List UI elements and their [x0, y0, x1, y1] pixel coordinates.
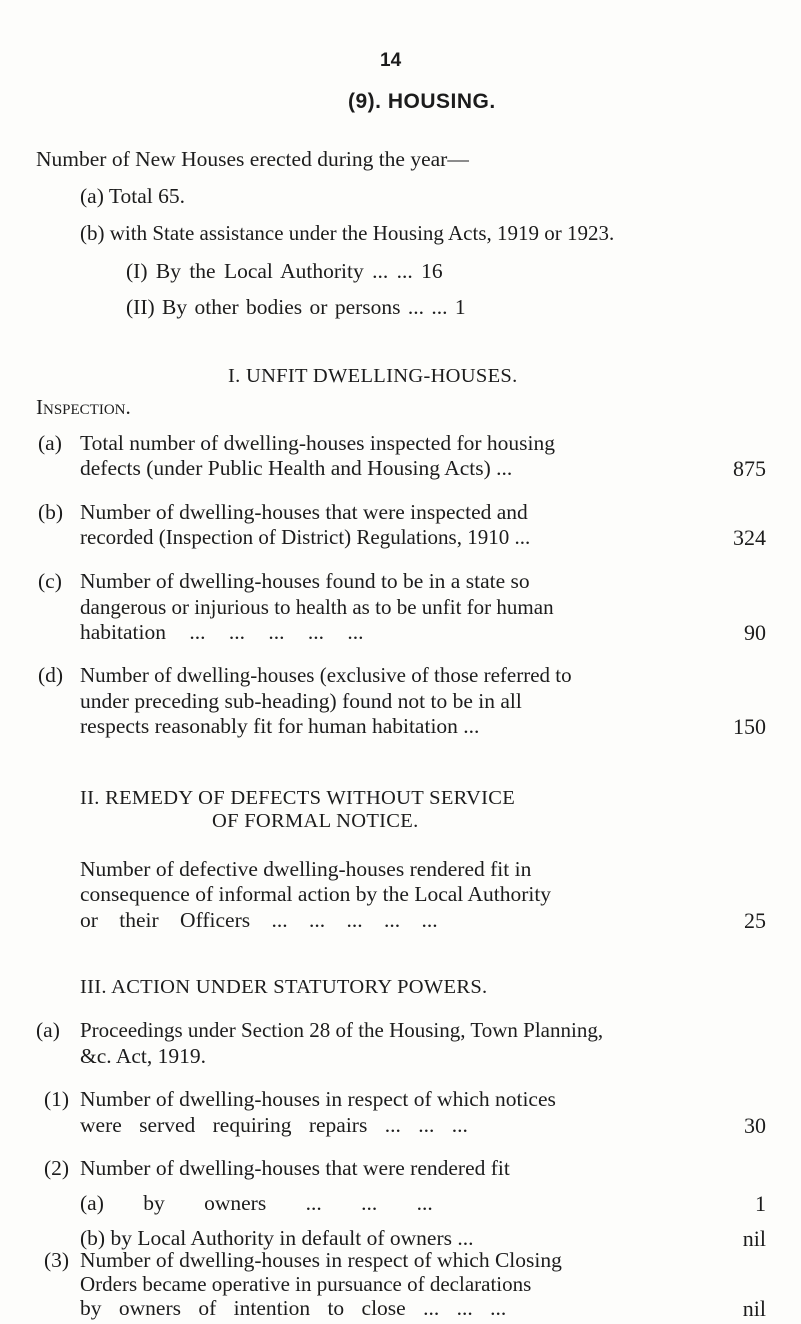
item-a-line1: Total number of dwelling-houses inspected for housing [80, 431, 555, 455]
item-c-line1: Number of dwelling-houses found to be in a state so [80, 569, 530, 593]
section3-item1-line1: Number of dwelling-houses in respect of which notices [80, 1087, 556, 1111]
section3-item1-value: 30 [744, 1113, 766, 1138]
new-houses-intro: Number of New Houses erected during the year— [36, 147, 469, 171]
section3-item2-line1: Number of dwelling-houses that were rendered fit [80, 1156, 510, 1180]
section3-item1-marker: (1) [44, 1087, 70, 1111]
item-b-line1: Number of dwelling-houses that were inspected and [80, 500, 528, 524]
item-b-marker: (b) [38, 500, 64, 524]
item-d-line2: under preceding sub-heading) found not to be in all [80, 689, 522, 713]
section2-title-line1: II. REMEDY OF DEFECTS WITHOUT SERVICE [80, 787, 516, 809]
page-heading: (9). HOUSING. [348, 90, 496, 113]
section1-subtitle: Inspection. [36, 395, 131, 419]
section3-item2-sub-a-value: 1 [755, 1191, 766, 1216]
section3-item3-marker: (3) [44, 1248, 70, 1272]
section3-item3-value: nil [742, 1296, 766, 1321]
section3-item2-sub-a: (a) by owners ... ... ... [80, 1191, 433, 1215]
item-a-marker: (a) [38, 431, 62, 455]
section2-line2: consequence of informal action by the Local Authority [80, 882, 552, 906]
new-houses-other-bodies: (II) By other bodies or persons ... ... 1 [126, 295, 466, 319]
item-c-line2: dangerous or injurious to health as to be unfit for human [80, 595, 554, 619]
section2-value: 25 [744, 908, 766, 933]
item-a-line2: defects (under Public Health and Housing Acts) ... [80, 456, 513, 480]
item-d-marker: (d) [38, 663, 64, 687]
section3-item2-sub-b-value: nil [742, 1226, 766, 1251]
item-c-value: 90 [744, 620, 766, 645]
section1-title: I. UNFIT DWELLING-HOUSES. [228, 365, 518, 387]
item-d-line1: Number of dwelling-houses (exclusive of those referred to [80, 663, 572, 687]
new-houses-state-assistance: (b) with State assistance under the Housing Acts, 1919 or 1923. [80, 221, 615, 245]
item-d-value: 150 [733, 714, 766, 739]
new-houses-total: (a) Total 65. [80, 184, 185, 208]
new-houses-local-authority: (I) By the Local Authority ... ... 16 [126, 259, 443, 283]
section2-title-line2: OF FORMAL NOTICE. [212, 810, 419, 832]
item-b-value: 324 [733, 525, 766, 550]
item-c-line3: habitation ... ... ... ... ... [80, 620, 364, 644]
page-number: 14 [380, 50, 402, 71]
section3-item3-line2: Orders became operative in pursuance of declarations [80, 1272, 532, 1296]
item-c-marker: (c) [38, 569, 62, 593]
item-b-line2: recorded (Inspection of District) Regulations, 1910 ... [80, 525, 531, 549]
item-a-value: 875 [733, 456, 766, 481]
section2-line3: or their Officers ... ... ... ... ... [80, 908, 438, 932]
section3-a-line2: &c. Act, 1919. [80, 1044, 206, 1068]
section3-item3-line1: Number of dwelling-houses in respect of which Closing [80, 1248, 562, 1272]
item-d-line3: respects reasonably fit for human habitation ... [80, 714, 480, 738]
section3-a-line1: Proceedings under Section 28 of the Housing, Town Planning, [80, 1018, 604, 1042]
section3-item2-marker: (2) [44, 1156, 70, 1180]
section3-item2-sub-b: (b) by Local Authority in default of owners ... [80, 1226, 474, 1250]
section3-title: III. ACTION UNDER STATUTORY POWERS. [80, 976, 488, 998]
section3-item3-line3: by owners of intention to close ... ... ... [80, 1296, 507, 1320]
section2-line1: Number of defective dwelling-houses rendered fit in [80, 857, 532, 881]
section3-a-marker: (a) [36, 1018, 60, 1042]
section3-item1-line2: were served requiring repairs ... ... ... [80, 1113, 468, 1137]
